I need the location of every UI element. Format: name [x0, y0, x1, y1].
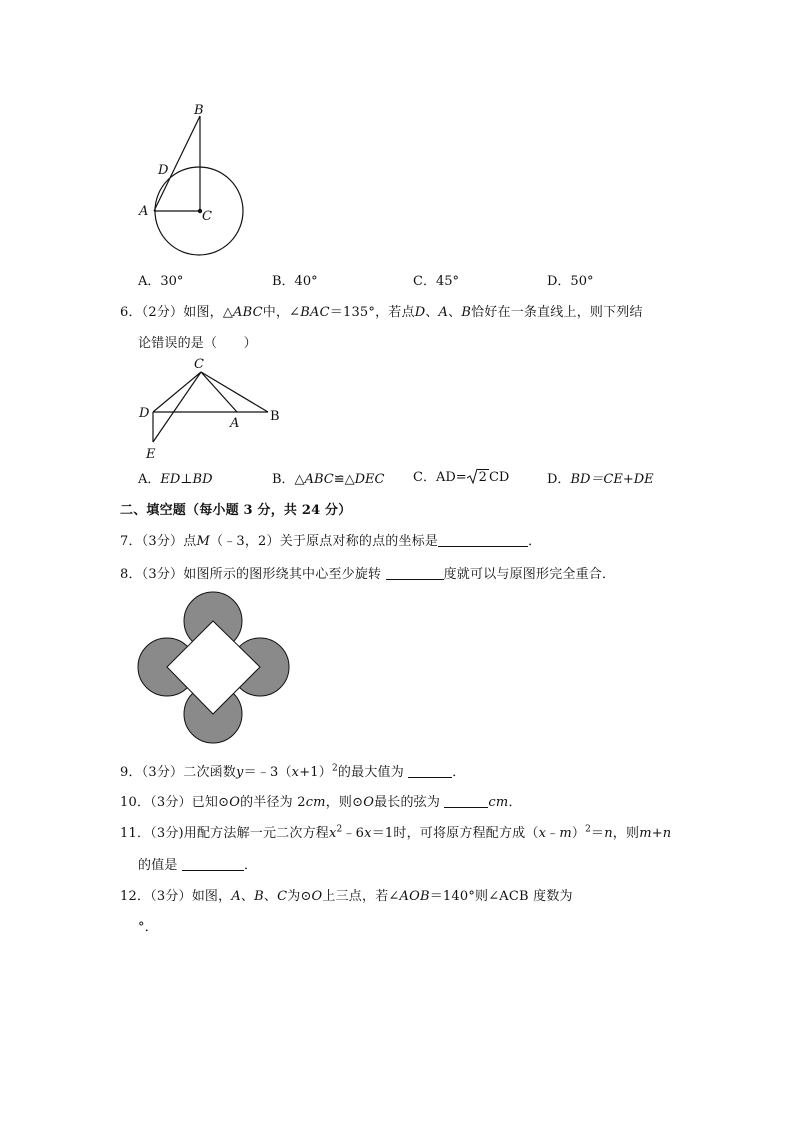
- section-title-fill-in: 二、填空题（每小题 3 分，共 24 分）: [120, 503, 352, 518]
- label-b: B: [194, 103, 204, 118]
- q10-stem: 10．（3分）已知⊙O的半径为 2cm，则⊙O最长的弦为 cm．: [120, 795, 522, 810]
- segment-cb: [201, 372, 268, 412]
- center-square: [167, 621, 260, 714]
- q12-stem-line1: 12．（3分）如图，A、B、C为⊙O上三点，若∠AOB＝140°则∠ACB 度数为: [120, 889, 573, 904]
- q9-answer-blank[interactable]: [408, 765, 452, 778]
- q5-option-b: B．40°: [272, 274, 318, 289]
- q9-stem: 9．（3分）二次函数$y=﹣3(x+1)^2$的最大值为 ．: [120, 763, 466, 780]
- q11-stem-line2: 的值是 ．: [138, 858, 258, 873]
- q5-option-c: C．45°: [413, 274, 459, 289]
- q10-answer-blank[interactable]: [444, 795, 488, 808]
- label-d: D: [139, 406, 150, 421]
- segment-ca: [201, 372, 237, 412]
- q6-option-b: B．△ABC≌△DEC: [272, 472, 385, 487]
- label-c: C: [194, 357, 204, 372]
- q12-stem-line2: °．: [138, 920, 158, 935]
- q7-stem: 7．（3分）点M（﹣3，2）关于原点对称的点的坐标是 ．: [120, 534, 542, 549]
- label-d: D: [158, 163, 169, 178]
- label-b: B: [270, 409, 280, 424]
- q11-stem-line1: 11．（3分)用配方法解一元二次方程$x^2﹣6x=1$时，可将原方程配方成（x﹣m）$^2$＝n，则m+n: [120, 824, 672, 841]
- q5-figure: [130, 98, 260, 258]
- q6-option-c: C．AD= 2 CD: [413, 470, 510, 485]
- label-e: E: [146, 447, 156, 462]
- q11-answer-blank[interactable]: [182, 858, 244, 871]
- q6-option-a: A．ED⊥BD: [138, 472, 213, 487]
- q6-figure: [134, 354, 294, 462]
- label-c: C: [202, 209, 212, 224]
- sqrt-symbol: 2: [467, 468, 489, 485]
- q6-option-d: D．BD＝CE+DE: [547, 472, 654, 487]
- q6-stem-line1: 6．（2分）如图，△ABC中，∠BAC＝135°，若点D、A、B恰好在一条直线上，则下列结: [120, 305, 643, 320]
- label-a: A: [230, 416, 240, 431]
- q8-stem: 8．（3分）如图所示的图形绕其中心至少旋转 度就可以与原图形完全重合．: [120, 567, 616, 582]
- q5-option-d: D．50°: [547, 274, 594, 289]
- q8-answer-blank[interactable]: [386, 567, 444, 580]
- q8-figure: [134, 588, 294, 748]
- label-a: A: [139, 204, 149, 219]
- q5-option-a: A．30°: [138, 274, 184, 289]
- q6-stem-line2: 论错误的是（ ）: [138, 336, 257, 351]
- segment-ce: [153, 372, 201, 442]
- q7-answer-blank[interactable]: [438, 534, 528, 547]
